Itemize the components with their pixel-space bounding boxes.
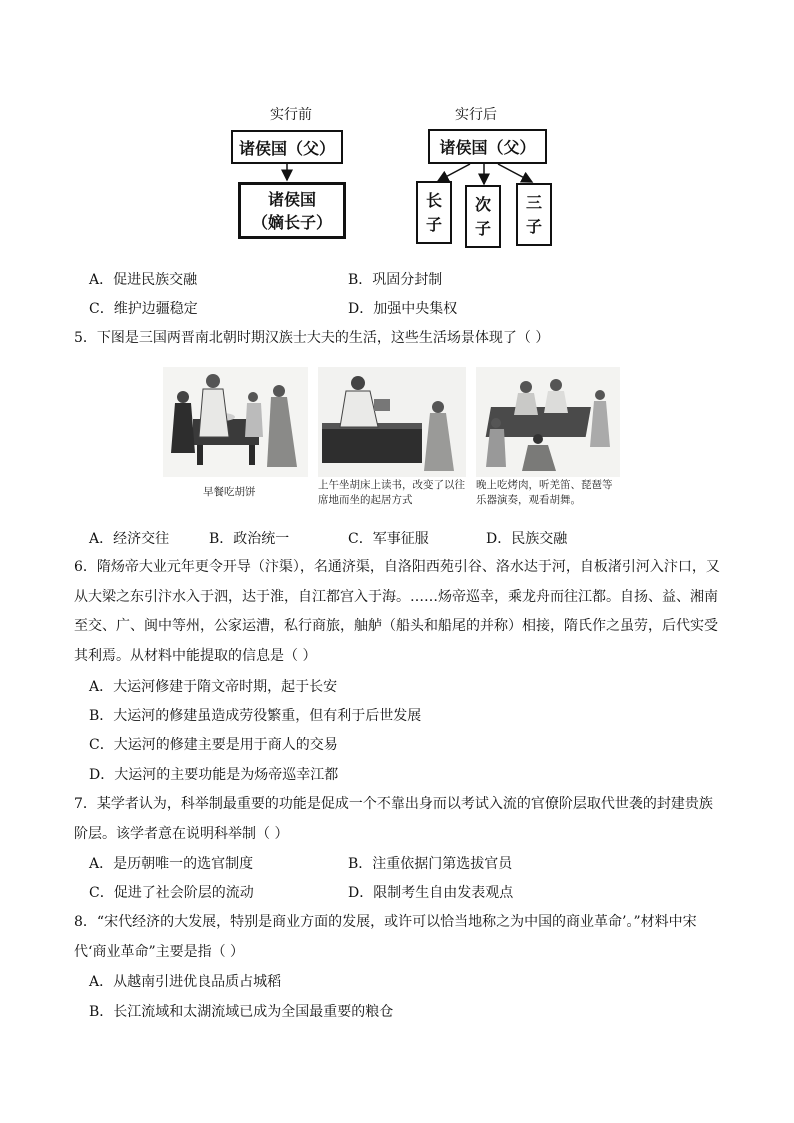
after-parent-text: 诸侯国（父） — [439, 138, 536, 157]
before-child-line2: （嫡长子） — [251, 212, 332, 232]
q7-option-b: B．注重依据门第选拔官员 — [348, 856, 513, 872]
caption-reading: 上午坐胡床上读书，改变了以往席地而坐的起居方式 — [318, 479, 465, 506]
evening-illustration — [476, 367, 620, 477]
q5-option-c: C．军事征服 — [348, 531, 429, 547]
q6-option-a: A．大运河修建于隋文帝时期，起于长安 — [89, 679, 338, 695]
q8-stem: 8．“宋代经济的大发展，特别是商业方面的发展，或许可以恰当地称之为中国的商业革命’。”材料中宋代‘商业革命”主要是指（ ） — [74, 914, 697, 960]
after-child-2-line2: 子 — [474, 218, 491, 238]
q7-stem: 7．某学者认为，科举制最重要的功能是促成一个不靠出身而以考试入流的官僚阶层取代世袭的封建贵族阶层。该学者意在说明科举制（ ） — [74, 796, 713, 842]
q4-option-d: D．加强中央集权 — [348, 301, 458, 317]
picture-breakfast — [163, 367, 308, 505]
after-child-2-line1: 次 — [474, 194, 491, 214]
q4-option-b: B．巩固分封制 — [348, 272, 443, 288]
q7-option-a: A．是历朝唯一的选官制度 — [89, 856, 254, 872]
after-child-1-line2: 子 — [425, 214, 442, 234]
caption-breakfast: 早餐吃胡饼 — [203, 486, 256, 498]
q4-option-c: C．维护边疆稳定 — [89, 301, 198, 317]
q6-option-b: B．大运河的修建虽造成劳役繁重，但有利于后世发展 — [89, 708, 422, 724]
q7-option-d: D．限制考生自由发表观点 — [348, 885, 514, 901]
q7-option-c: C．促进了社会阶层的流动 — [89, 885, 254, 901]
q4-option-a: A．促进民族交融 — [89, 272, 198, 288]
q8-option-a: A．从越南引进优良品质占城稻 — [89, 974, 282, 990]
q6-stem: 6．隋炀帝大业元年更令开导（汴渠），名通济渠，自洛阳西苑引谷、洛水达于河，自板渚引河入汴口，又从大梁之东引汴水入于泗，达于淮，自江都宫入于海。……炀帝巡幸，乘龙舟而往江都。自扬、益、湘南至交、广、闽中等州，公家运漕，私行商旅，舳舻（船头和船尾的并称）相接，隋氏作之虽劳，后代实受其利焉。从材料中能提取的信息是（ ） — [74, 559, 720, 664]
before-child-line1: 诸侯国 — [267, 189, 316, 209]
before-label: 实行前 — [270, 107, 312, 123]
q5-option-d: D．民族交融 — [486, 531, 568, 547]
reading-illustration — [318, 367, 466, 477]
q5-option-b: B．政治统一 — [209, 531, 290, 547]
breakfast-illustration — [163, 367, 308, 477]
q6-option-c: C．大运河的修建主要是用于商人的交易 — [89, 737, 338, 753]
after-child-3-line2: 子 — [525, 216, 542, 236]
q6-option-d: D．大运河的主要功能是为炀帝巡幸江都 — [89, 767, 339, 783]
diagram-arrows — [0, 0, 794, 260]
picture-evening — [476, 367, 620, 505]
arrow-to-first-son — [438, 164, 470, 181]
q8-option-b: B．长江流域和太湖流域已成为全国最重要的粮仓 — [89, 1004, 394, 1020]
q5-option-a: A．经济交往 — [89, 531, 170, 547]
after-label: 实行后 — [455, 107, 497, 123]
caption-evening: 晚上吃烤肉，听羌笛、琵琶等乐器演奏，观看胡舞。 — [476, 479, 613, 506]
before-parent-text: 诸侯国（父） — [238, 138, 335, 158]
after-child-1-line1: 长 — [425, 190, 442, 210]
picture-reading — [318, 367, 466, 505]
after-child-3-line1: 三 — [525, 192, 542, 212]
arrow-to-third-son — [498, 164, 532, 182]
q5-stem: 5．下图是三国两晋南北朝时期汉族士大夫的生活，这些生活场景体现了（ ） — [74, 330, 550, 346]
